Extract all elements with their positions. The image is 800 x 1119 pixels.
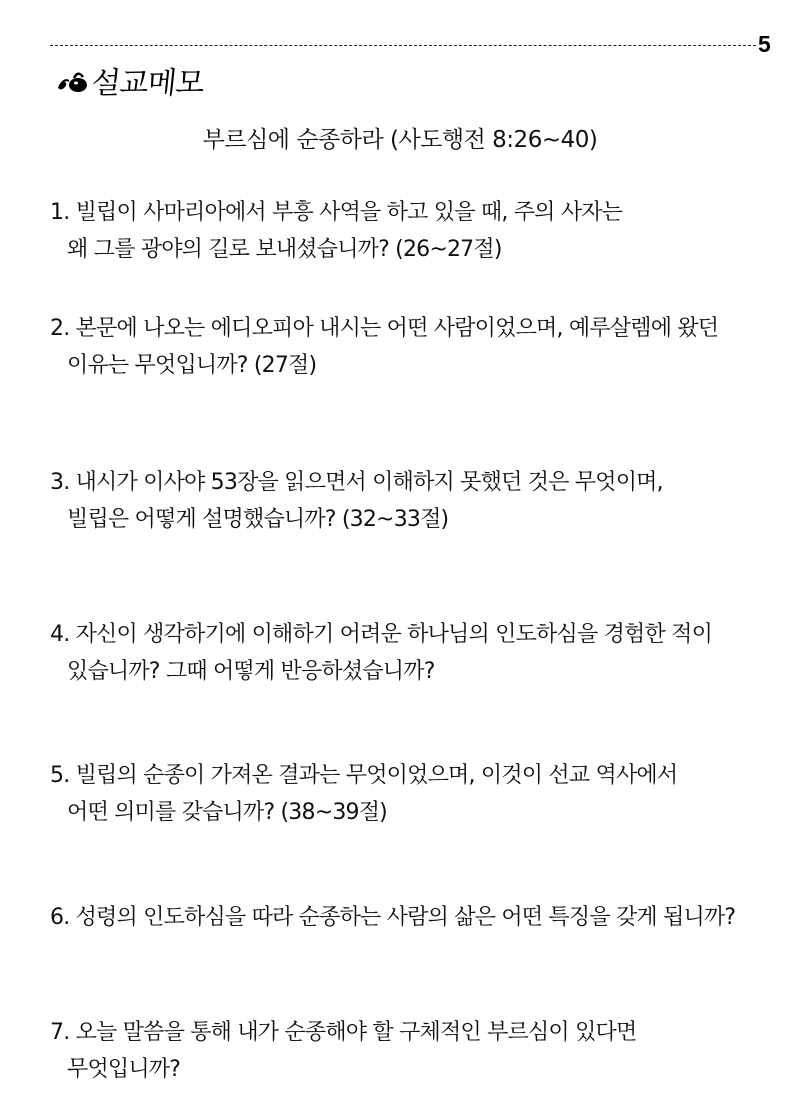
question-2-line2: 이유는 무엇입니까? (27절) [67, 353, 317, 378]
question-4-line1: 4. 자신이 생각하기에 이해하기 어려운 하나님의 인도하심을 경험한 적이 [50, 622, 713, 647]
question-3-line2: 빌립은 어떻게 설명했습니까? (32~33절) [67, 507, 449, 532]
question-4 [50, 616, 712, 690]
question-7-line2: 무엇입니까? [67, 1057, 181, 1082]
page-number: 5 [758, 31, 771, 57]
question-4-line2: 있습니까? 그때 어떻게 반응하셨습니까? [67, 659, 435, 684]
question-5-line2: 어떤 의미를 갖습니까? (38~39절) [67, 800, 387, 825]
question-7 [50, 1014, 636, 1088]
question-2-line1: 2. 본문에 나오는 에디오피아 내시는 어떤 사람이었으며, 예루살렘에 왔던 [50, 316, 719, 341]
question-3-line1: 3. 내시가 이사야 53장을 읽으면서 이해하지 못했던 것은 무엇이며, [50, 470, 663, 495]
question-5-line1: 5. 빌립의 순종이 가져온 결과는 무엇이었으며, 이것이 선교 역사에서 [50, 763, 678, 788]
sermon-memo-logo [56, 60, 216, 100]
question-2 [50, 310, 718, 384]
question-1 [50, 194, 622, 268]
header-dashed-rule [50, 45, 756, 46]
question-7-line1: 7. 오늘 말씀을 통해 내가 순종해야 할 구체적인 부르심이 있다면 [50, 1020, 637, 1045]
question-5 [50, 757, 677, 831]
logo-text: 설교메모 [89, 66, 206, 101]
question-1-line1: 1. 빌립이 사마리아에서 부흥 사역을 하고 있을 때, 주의 사자는 [50, 200, 623, 225]
worksheet-title: 부르심에 순종하라 (사도행전 8:26~40) [202, 127, 598, 153]
question-6 [50, 899, 735, 936]
question-3 [50, 464, 663, 538]
question-1-line2: 왜 그를 광야의 길로 보내셨습니까? (26~27절) [67, 237, 502, 262]
pen-ink-icon [56, 68, 90, 94]
question-6-line1: 6. 성령의 인도하심을 따라 순종하는 사람의 삶은 어떤 특징을 갖게 됩니까? [50, 905, 736, 930]
